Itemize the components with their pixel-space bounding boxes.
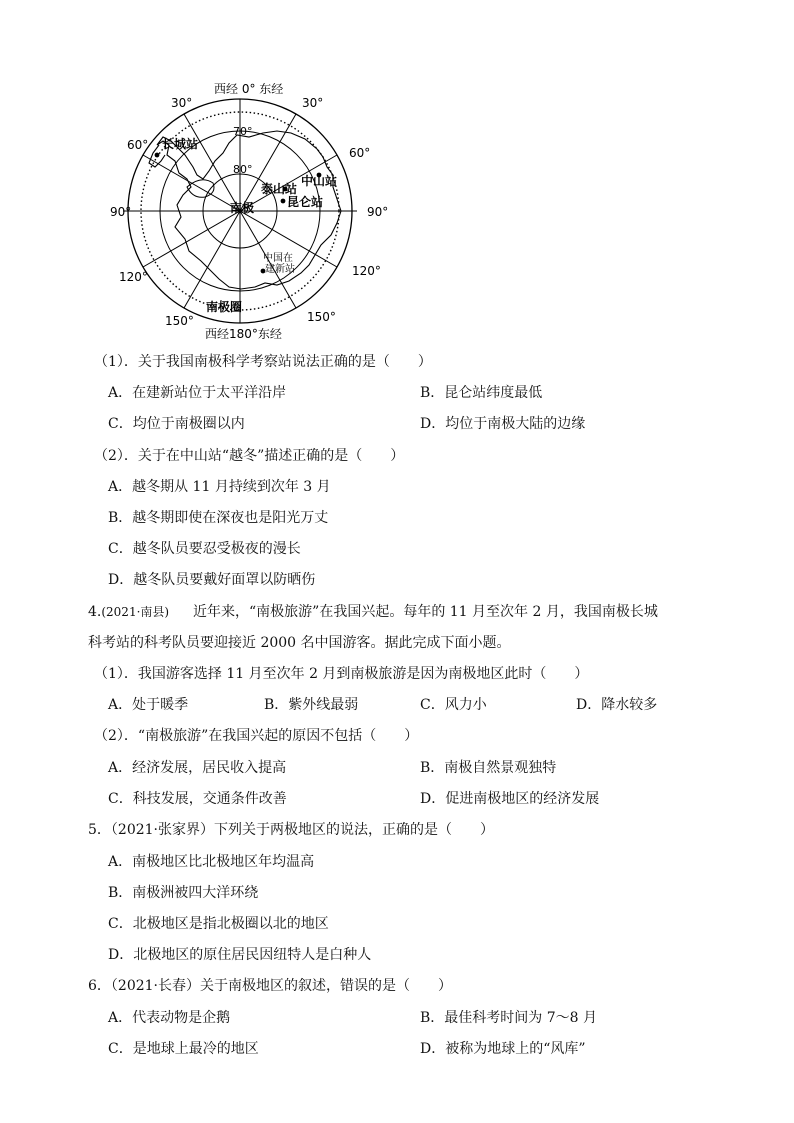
label-right-30: 30° xyxy=(302,96,324,110)
antarctica-polar-map xyxy=(105,75,405,345)
map-top-label: 西经 0° 东经 xyxy=(214,82,284,96)
label-left-90: 90° xyxy=(110,205,132,219)
q3-sub1-stem: （1）．关于我国南极科学考察站说法正确的是（ ） xyxy=(94,354,432,370)
q3-sub2-option-a[interactable]: A．越冬期从 11 月持续到次年 3 月 xyxy=(108,479,331,495)
kunlun-station-marker xyxy=(281,199,286,204)
label-kunlun-station: 昆仑站 xyxy=(287,195,324,209)
label-new-station-1: 中国在 xyxy=(263,253,293,264)
label-changcheng-station: 长城站 xyxy=(162,137,199,151)
label-right-150: 150° xyxy=(307,310,336,324)
q4-sub1-option-b[interactable]: B．紫外线最弱 xyxy=(264,697,359,713)
label-zhongshan-station: 中山站 xyxy=(301,174,338,188)
q4-source: (2021·南县) xyxy=(101,605,170,619)
q5-option-c[interactable]: C．北极地区是指北极圈以北的地区 xyxy=(108,916,329,932)
q4-sub1-option-d[interactable]: D．降水较多 xyxy=(576,697,658,713)
q3-sub2-stem: （2）．关于在中山站“越冬”描述正确的是（ ） xyxy=(94,448,405,464)
label-right-120: 120° xyxy=(352,264,381,278)
q3-sub1-option-b[interactable]: B．昆仑站纬度最低 xyxy=(420,385,543,401)
q3-sub2-option-d[interactable]: D．越冬队员要戴好面罩以防晒伤 xyxy=(108,572,316,588)
q3-sub2-option-c[interactable]: C．越冬队员要忍受极夜的漫长 xyxy=(108,541,301,557)
q6-option-d[interactable]: D．被称为地球上的“风库” xyxy=(420,1041,586,1057)
map-bottom-label: 西经180°东经 xyxy=(205,327,282,341)
q6-option-a[interactable]: A．代表动物是企鹅 xyxy=(108,1010,231,1026)
q6-option-c[interactable]: C．是地球上最冷的地区 xyxy=(108,1041,259,1057)
q4-number: 4. xyxy=(88,604,102,620)
changcheng-station-marker xyxy=(155,153,160,158)
label-right-60: 60° xyxy=(349,146,371,160)
q4-sub2-stem: （2）．“南极旅游”在我国兴起的原因不包括（ ） xyxy=(94,728,419,744)
q3-sub1-option-d[interactable]: D．均位于南极大陆的边缘 xyxy=(420,416,586,432)
q4-sub1-option-c[interactable]: C．风力小 xyxy=(420,697,487,713)
q4-intro-line1: 近年来，“南极旅游”在我国兴起。每年的 11 月至次年 2 月，我国南极长城 xyxy=(193,604,658,620)
label-new-station-2: 建新站 xyxy=(265,264,295,275)
label-antarctic-circle: 南极圈 xyxy=(206,300,243,314)
q4-sub2-option-a[interactable]: A．经济发展，居民收入提高 xyxy=(108,760,287,776)
q3-sub1-option-c[interactable]: C．均位于南极圈以内 xyxy=(108,416,245,432)
q4-sub1-option-a[interactable]: A．处于暖季 xyxy=(108,697,189,713)
q4-intro-line2: 科考站的科考队员要迎接近 2000 名中国游客。据此完成下面小题。 xyxy=(88,635,511,651)
label-lat-80: 80° xyxy=(233,163,253,176)
q6-stem: 6．（2021·长春）关于南极地区的叙述，错误的是（ ） xyxy=(88,978,452,994)
q4-sub2-option-b[interactable]: B．南极自然景观独特 xyxy=(420,760,557,776)
q6-option-b[interactable]: B．最佳科考时间为 7～8 月 xyxy=(420,1010,598,1026)
q5-option-d[interactable]: D．北极地区的原住居民因纽特人是白种人 xyxy=(108,947,372,963)
q4-sub1-stem: （1）．我国游客选择 11 月至次年 2 月到南极旅游是因为南极地区此时（ ） xyxy=(94,666,589,682)
q3-sub2-option-b[interactable]: B．越冬期即使在深夜也是阳光万丈 xyxy=(108,510,329,526)
q4-heading xyxy=(88,602,169,622)
label-left-60: 60° xyxy=(127,138,149,152)
label-left-150: 150° xyxy=(165,314,194,328)
q4-sub2-option-d[interactable]: D．促进南极地区的经济发展 xyxy=(420,791,600,807)
q3-sub1-option-a[interactable]: A．在建新站位于太平洋沿岸 xyxy=(108,385,287,401)
q5-stem: 5．（2021·张家界）下列关于两极地区的说法，正确的是（ ） xyxy=(88,822,494,838)
label-lat-70: 70° xyxy=(233,125,253,138)
label-left-120: 120° xyxy=(119,270,148,284)
q5-option-b[interactable]: B．南极洲被四大洋环绕 xyxy=(108,885,259,901)
label-south-pole: 南极 xyxy=(230,201,255,215)
label-taishan-station: 泰山站 xyxy=(261,182,298,196)
label-right-90: 90° xyxy=(367,205,389,219)
q4-sub2-option-c[interactable]: C．科技发展，交通条件改善 xyxy=(108,791,287,807)
q5-option-a[interactable]: A．南极地区比北极地区年均温高 xyxy=(108,854,315,870)
label-left-30: 30° xyxy=(171,96,193,110)
